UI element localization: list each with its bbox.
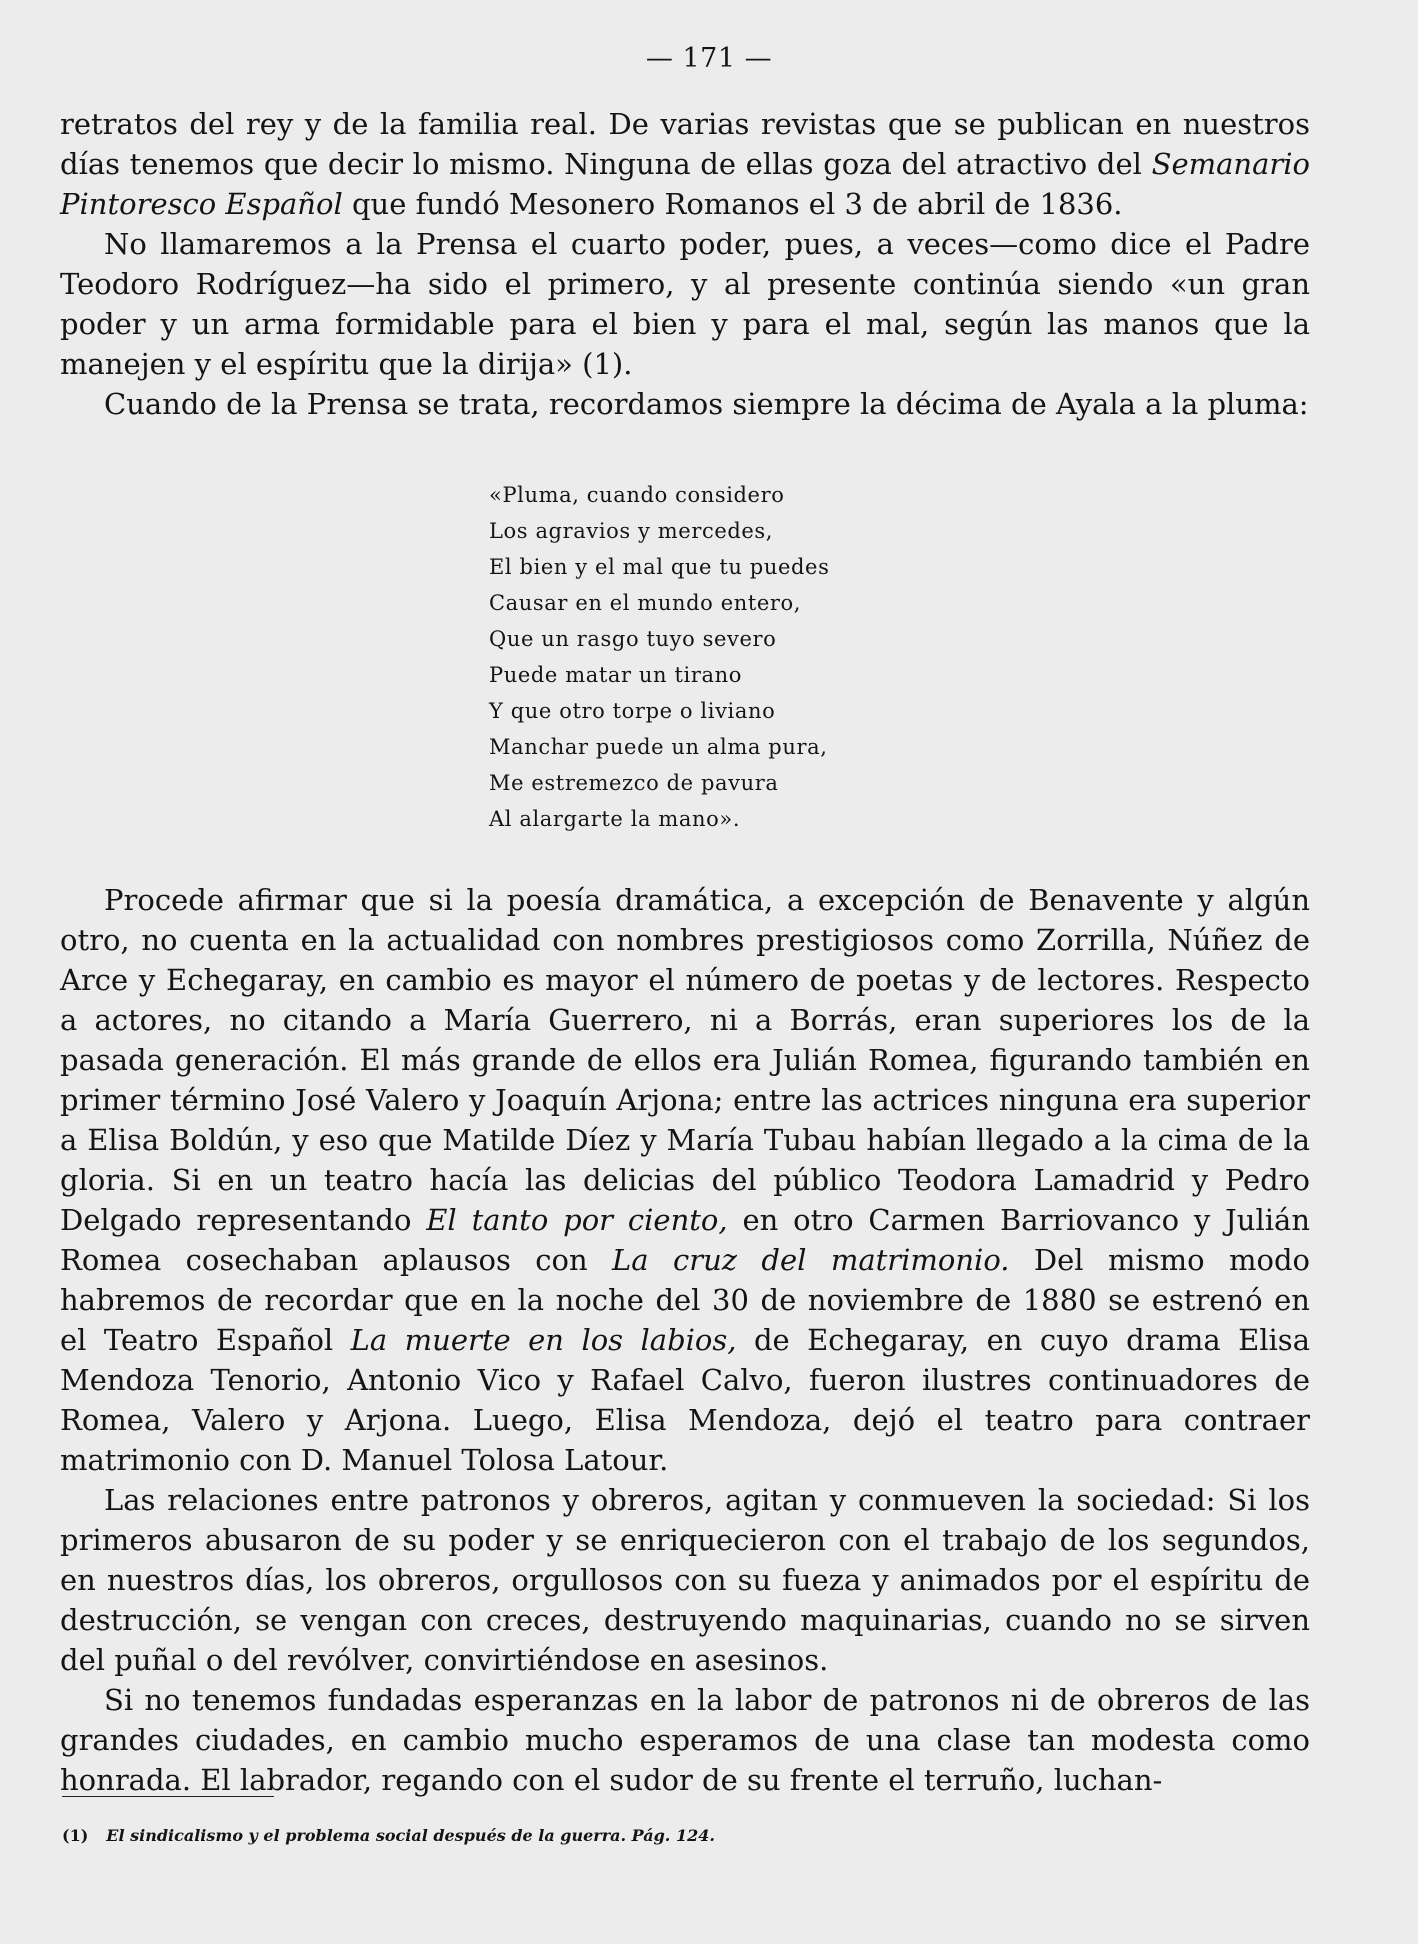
italic-title: La cruz del matrimonio. bbox=[612, 1243, 1010, 1277]
paragraph-text: Procede afirmar que si la poesía dramática, a excepción de Benavente y algún otro, no cuenta en la actualidad con nombres prestigiosos como Zorrilla, Núñez de Arce y Echegaray, en cambio es mayor el número de poetas y de lectores. Respecto a actores, no citando a María Guerrero, ni a Borrás, eran superiores los de la pasada generación. El más grande de ellos era Julián Romea, figurando también en primer término José Valero y Joaquín Arjona; entre las actrices ninguna era superior a Elisa Boldún, y eso que Matilde Díez y María Tubau habían llegado a la cima de la gloria. Si en un teatro hacía las delicias del público Teodora Lamadrid y Pedro Delgado representando bbox=[60, 883, 1310, 1237]
paragraph-text: No llamaremos a la Prensa el cuarto poder, pues, a veces—como dice el Padre Teodoro Rodríguez—ha sido el primero, y al presente continúa siendo «un gran poder y un arma formidable para el bien y para el mal, según las manos que la manejen y el espíritu que la dirija» (1). bbox=[60, 227, 1310, 381]
footnote-divider bbox=[62, 1796, 274, 1797]
poem-decima bbox=[489, 477, 829, 837]
poem-line: Manchar puede un alma pura, bbox=[489, 735, 828, 759]
page-number: — 171 — bbox=[645, 43, 773, 74]
paragraph-text: de Echegaray, en cuyo drama Elisa Mendoza Tenorio, Antonio Vico y Rafael Calvo, fueron ilustres continuadores de Romea, Valero y Arjona. Luego, Elisa Mendoza, dejó el teatro para contraer matrimonio con D. Manuel Tolosa Latour. bbox=[60, 1323, 1310, 1477]
footnote-marker: (1) bbox=[62, 1826, 89, 1845]
paragraph bbox=[60, 224, 1310, 384]
paragraph-text: en otro Carmen Barriovanco y Julián Romea cosechaban aplausos con bbox=[60, 1203, 1310, 1277]
poem-line: Causar en el mundo entero, bbox=[489, 591, 802, 615]
poem-line: «Pluma, cuando considero bbox=[489, 483, 785, 507]
paragraph bbox=[60, 1680, 1310, 1800]
body-text-top bbox=[60, 104, 1310, 424]
paragraph-text: Si no tenemos fundadas esperanzas en la labor de patronos ni de obreros de las grandes ciudades, en cambio mucho esperamos de una clase tan modesta como honrada. El labrador, regando con el sudor de su frente el terruño, luchan- bbox=[60, 1683, 1310, 1797]
paragraph-text: Del mismo modo habremos de recordar que en la noche del 30 de noviembre de 1880 se estrenó en el Teatro Español bbox=[60, 1243, 1310, 1357]
poem-line: Al alargarte la mano». bbox=[489, 807, 741, 831]
poem-line: Puede matar un tirano bbox=[489, 663, 742, 687]
footnote-text: El sindicalismo y el problema social después de la guerra. Pág. 124. bbox=[106, 1826, 715, 1845]
paragraph bbox=[60, 1480, 1310, 1680]
poem-line: Que un rasgo tuyo severo bbox=[489, 627, 777, 651]
italic-title: Semanario Pintoresco Español bbox=[60, 147, 1310, 221]
paragraph bbox=[60, 880, 1310, 1480]
paragraph bbox=[60, 104, 1310, 224]
paragraph-text: Las relaciones entre patronos y obreros, agitan y conmueven la sociedad: Si los primeros abusaron de su poder y se enriquecieron con el trabajo de los segundos, en nuestros días, los obreros, orgullosos con su fueza y animados por el espíritu de destrucción, se vengan con creces, destruyendo maquinarias, cuando no se sirven del puñal o del revólver, convirtiéndose en asesinos. bbox=[60, 1483, 1310, 1677]
poem-line: Me estremezco de pavura bbox=[489, 771, 779, 795]
paragraph-text: retratos del rey y de la familia real. De varias revistas que se publican en nuestros días tenemos que decir lo mismo. Ninguna de ellas goza del atractivo del bbox=[60, 107, 1310, 181]
paragraph bbox=[60, 384, 1310, 424]
poem-line: Y que otro torpe o liviano bbox=[489, 699, 776, 723]
poem-line: El bien y el mal que tu puedes bbox=[489, 555, 830, 579]
body-text-bottom bbox=[60, 880, 1310, 1800]
italic-title: El tanto por ciento, bbox=[426, 1203, 728, 1237]
paragraph-text: Cuando de la Prensa se trata, recordamos siempre la décima de Ayala a la pluma: bbox=[104, 387, 1309, 421]
paragraph-text: que fundó Mesonero Romanos el 3 de abril de 1836. bbox=[342, 187, 1123, 221]
italic-title: La muerte en los labios, bbox=[350, 1323, 737, 1357]
poem-line: Los agravios y mercedes, bbox=[489, 519, 774, 543]
footnote bbox=[62, 1826, 715, 1845]
